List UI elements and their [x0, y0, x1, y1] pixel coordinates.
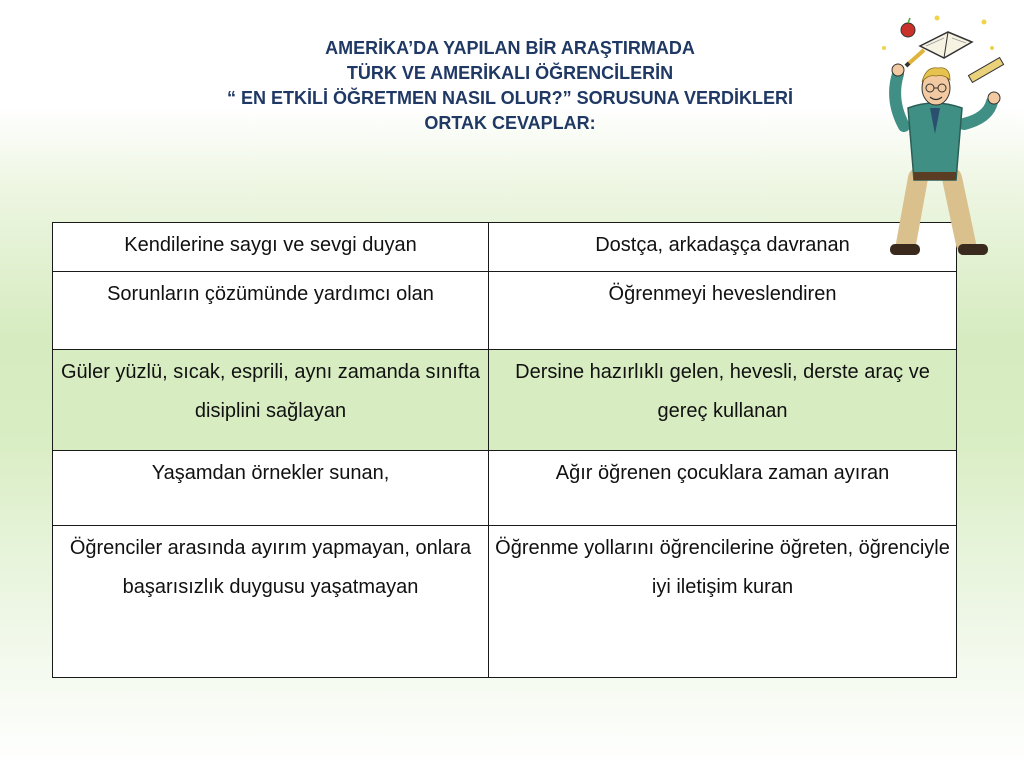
title-line-3: “ EN ETKİLİ ÖĞRETMEN NASIL OLUR?” SORUSUNA VERDİKLERİ: [226, 88, 794, 108]
table-row: [53, 526, 957, 678]
table-cell: Öğrenciler arasında ayırım yapmayan, onlara başarısızlık duygusu yaşatmayan: [53, 526, 489, 678]
pencil-icon: [906, 50, 924, 66]
title-line-2: TÜRK VE AMERİKALI ÖĞRENCİLERİN: [346, 63, 674, 83]
table-row: [53, 451, 957, 526]
table-cell: Yaşamdan örnekler sunan,: [53, 451, 489, 526]
table-cell: Öğrenmeyi heveslendiren: [489, 272, 957, 350]
apple-icon: [901, 18, 915, 37]
table-cell: Dersine hazırlıklı gelen, hevesli, derste araç ve gereç kullanan: [489, 350, 957, 451]
ruler-icon: [968, 58, 1003, 83]
title-line-1: AMERİKA’DA YAPILAN BİR ARAŞTIRMADA: [325, 38, 695, 58]
table-cell: Sorunların çözümünde yardımcı olan: [53, 272, 489, 350]
title-line-4: ORTAK CEVAPLAR:: [424, 113, 596, 133]
table-row: [53, 350, 957, 451]
table-cell: Öğrenme yollarını öğrencilerine öğreten, öğrenciyle iyi iletişim kuran: [489, 526, 957, 678]
table-row: [53, 223, 957, 272]
table-cell: Dostça, arkadaşça davranan: [489, 223, 957, 272]
answers-table: [52, 222, 957, 678]
table-cell: Güler yüzlü, sıcak, esprili, aynı zamanda sınıfta disiplini sağlayan: [53, 350, 489, 451]
table-cell: Kendilerine saygı ve sevgi duyan: [53, 223, 489, 272]
teacher-illustration: [860, 8, 1020, 270]
table-row: [53, 272, 957, 350]
book-icon: [920, 32, 972, 58]
table-cell: Ağır öğrenen çocuklara zaman ayıran: [489, 451, 957, 526]
page-title: [150, 36, 870, 136]
